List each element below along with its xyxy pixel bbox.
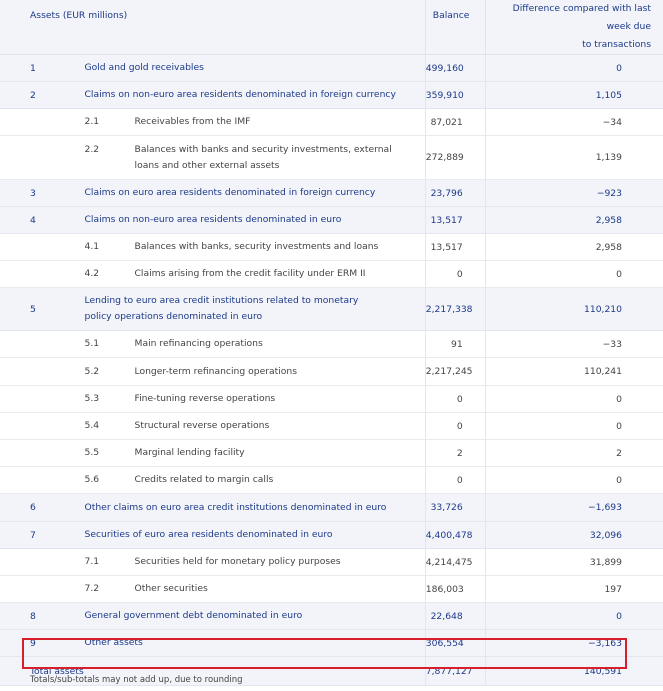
table-row [0, 207, 663, 234]
row-number: 3 [0, 180, 55, 207]
row-number: 7.1 [84, 556, 100, 567]
row-difference: 1,139 [485, 136, 663, 180]
row-difference: 1,105 [485, 82, 663, 109]
row-label: Claims on non-euro area residents denominated in foreign currency [55, 82, 426, 109]
row-difference: 2 [485, 440, 663, 467]
row-balance: 4,214,475 [425, 549, 485, 576]
row-label: Securities held for monetary policy purposes [134, 556, 341, 567]
row-label: Claims arising from the credit facility under ERM II [134, 268, 366, 279]
total-balance: 7,877,127 [425, 657, 485, 686]
row-label-cell [55, 467, 426, 494]
row-balance: 4,400,478 [425, 522, 485, 549]
row-balance: 13,517 [425, 207, 485, 234]
row-label-cell [55, 331, 426, 358]
row-label: Fine-tuning reverse operations [134, 393, 276, 404]
row-label: Balances with banks and security investments, external loans and other external assets [134, 143, 392, 171]
row-label-cell [55, 358, 426, 386]
table-row [0, 467, 663, 494]
row-difference: 0 [485, 413, 663, 440]
row-label: Structural reverse operations [134, 420, 270, 431]
row-label: Balances with banks, security investments and loans [134, 241, 379, 252]
table-row [0, 180, 663, 207]
row-label: Other assets [55, 630, 426, 657]
row-difference: −3,163 [485, 630, 663, 657]
table-row [0, 494, 663, 522]
row-balance: 87,021 [425, 109, 485, 136]
row-balance: 186,003 [425, 576, 485, 603]
row-difference: 110,241 [485, 358, 663, 386]
header-difference [485, 0, 663, 55]
total-row-highlight-box [22, 638, 627, 669]
row-difference: 32,096 [485, 522, 663, 549]
row-label: Gold and gold receivables [55, 55, 426, 82]
row-label: Longer-term refinancing operations [134, 365, 298, 377]
row-label: Claims on non-euro area residents denominated in euro [55, 207, 426, 234]
row-number: 7.2 [84, 583, 100, 594]
table-row [0, 261, 663, 288]
table-row [0, 386, 663, 413]
table-row [0, 440, 663, 467]
table-header-row [0, 0, 663, 55]
row-number: 5.4 [84, 420, 100, 431]
row-number: 5.6 [84, 474, 100, 485]
row-label: Other claims on euro area credit institutions denominated in euro [55, 494, 426, 522]
row-label: Receivables from the IMF [134, 116, 251, 127]
header-balance: Balance [425, 0, 485, 55]
row-label-cell [55, 576, 426, 603]
row-difference: 110,210 [485, 288, 663, 331]
row-balance: 33,726 [425, 494, 485, 522]
row-label: Securities of euro area residents denominated in euro [55, 522, 426, 549]
row-balance: 0 [425, 467, 485, 494]
row-balance: 2,217,245 [425, 358, 485, 386]
row-balance: 359,910 [425, 82, 485, 109]
row-difference: −34 [485, 109, 663, 136]
row-balance: 306,554 [425, 630, 485, 657]
row-number: 2.1 [84, 116, 100, 127]
row-label-cell [55, 440, 426, 467]
row-label: Other securities [134, 583, 208, 594]
row-number: 4.1 [84, 241, 100, 252]
row-label: General government debt denominated in euro [55, 603, 426, 630]
table-row [0, 549, 663, 576]
table-row [0, 331, 663, 358]
row-balance: 91 [425, 331, 485, 358]
row-number: 5 [0, 288, 55, 331]
table-row [0, 576, 663, 603]
row-label: Claims on euro area residents denominated in foreign currency [55, 180, 426, 207]
row-number: 5.2 [84, 365, 100, 377]
row-label: Main refinancing operations [134, 338, 263, 349]
table-row [0, 358, 663, 386]
table-row [0, 109, 663, 136]
table-row [0, 603, 663, 630]
row-label: Credits related to margin calls [134, 474, 274, 485]
row-difference: 0 [485, 261, 663, 288]
row-label: Lending to euro area credit institutions related to monetary policy operations denominated in euro [84, 295, 359, 322]
row-difference: 2,958 [485, 234, 663, 261]
row-number: 4.2 [84, 268, 100, 279]
rounding-footnote: Totals/sub-totals may not add up, due to rounding [30, 675, 243, 685]
row-difference: 0 [485, 467, 663, 494]
table-row [0, 234, 663, 261]
row-balance: 0 [425, 413, 485, 440]
table-row [0, 82, 663, 109]
row-difference: 0 [485, 55, 663, 82]
row-number [0, 109, 55, 136]
table-row [0, 136, 663, 180]
row-number: 4 [0, 207, 55, 234]
row-balance: 22,648 [425, 603, 485, 630]
row-number: 6 [0, 494, 55, 522]
row-label-cell [55, 261, 426, 288]
row-difference: 197 [485, 576, 663, 603]
row-difference: −1,693 [485, 494, 663, 522]
table-row [0, 288, 663, 331]
row-number: 5.1 [84, 338, 100, 349]
row-balance: 272,889 [425, 136, 485, 180]
row-label: Marginal lending facility [134, 447, 245, 458]
row-difference: 2,958 [485, 207, 663, 234]
row-label-cell [55, 234, 426, 261]
row-label-cell [55, 136, 426, 180]
total-difference: 140,591 [485, 657, 663, 686]
row-number: 2.2 [84, 143, 100, 155]
row-difference: 31,899 [485, 549, 663, 576]
table-row [0, 413, 663, 440]
row-number: 2 [0, 82, 55, 109]
row-number: 8 [0, 603, 55, 630]
row-label-cell [55, 549, 426, 576]
row-label-cell [55, 386, 426, 413]
row-balance: 499,160 [425, 55, 485, 82]
row-balance: 0 [425, 386, 485, 413]
header-difference-line2: to transactions [582, 39, 651, 50]
row-number: 1 [0, 55, 55, 82]
row-number: 7 [0, 522, 55, 549]
row-balance: 0 [425, 261, 485, 288]
row-number: 5.3 [84, 393, 100, 404]
row-difference: −923 [485, 180, 663, 207]
row-difference: 0 [485, 386, 663, 413]
table-row [0, 522, 663, 549]
row-balance: 2 [425, 440, 485, 467]
row-balance: 2,217,338 [425, 288, 485, 331]
row-number: 5.5 [84, 447, 100, 458]
row-label-cell [55, 109, 426, 136]
row-label-cell [55, 413, 426, 440]
row-difference: 0 [485, 603, 663, 630]
table-row [0, 55, 663, 82]
row-number: 9 [0, 630, 55, 657]
row-difference: −33 [485, 331, 663, 358]
row-balance: 23,796 [425, 180, 485, 207]
header-assets-label: Assets (EUR millions) [0, 0, 425, 55]
header-difference-line1: Difference compared with last week due [512, 3, 651, 32]
row-balance: 13,517 [425, 234, 485, 261]
total-label: Total assets [0, 657, 425, 686]
